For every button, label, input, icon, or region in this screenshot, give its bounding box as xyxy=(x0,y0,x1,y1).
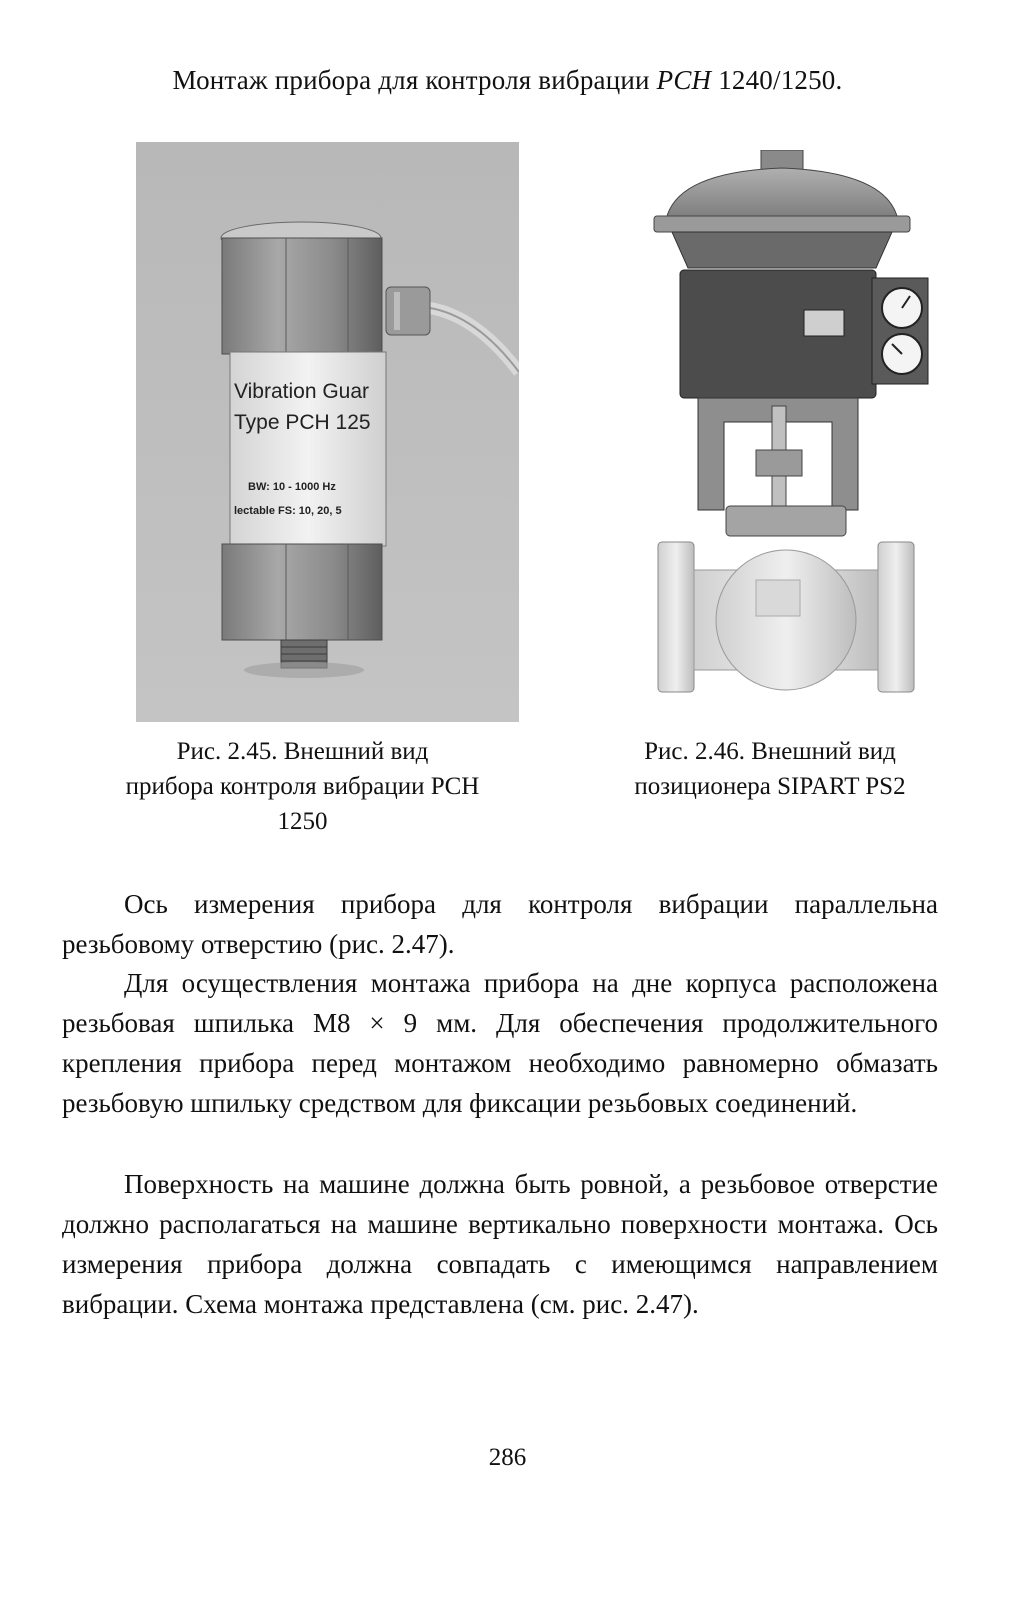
paragraph-3 xyxy=(62,1164,938,1324)
figure-caption-2-45 xyxy=(80,734,525,839)
paragraph-2 xyxy=(62,963,938,1123)
caption-line: 1250 xyxy=(277,808,328,835)
paragraph-text: Поверхность на машине должна быть ровной, а резьбовое отверстие должно располагаться на машине вертикально поверхности монтажа. Ось измерения прибора должна совпадать с имеющимся направлением вибрации. Схема монтажа представлена (см. рис. 2.47). xyxy=(62,1169,938,1319)
vibration-guard-illustration xyxy=(136,142,519,722)
caption-line: Рис. 2.46. Внешний вид xyxy=(644,738,896,765)
positioner-illustration xyxy=(636,150,936,710)
figure-caption-2-46 xyxy=(560,734,980,804)
heading-text: Монтаж прибора для контроля вибрации xyxy=(172,65,657,95)
positioner-photo xyxy=(636,150,936,710)
vibration-guard-photo xyxy=(136,142,519,722)
paragraph-text: Ось измерения прибора для контроля вибрации параллельна резьбовому отверстию (рис. 2.47). xyxy=(62,889,938,959)
page-heading xyxy=(0,62,1015,98)
label-line-2: Type PCH 125 xyxy=(234,411,371,434)
caption-line: прибора контроля вибрации PCH xyxy=(125,773,480,800)
paragraph-1 xyxy=(62,884,938,964)
caption-line: Рис. 2.45. Внешний вид xyxy=(176,738,429,765)
label-line-3: BW: 10 - 1000 Hz xyxy=(248,481,336,493)
caption-line: позиционера SIPART PS2 xyxy=(634,773,906,800)
heading-suffix: 1240/1250. xyxy=(711,65,843,95)
label-line-4: lectable FS: 10, 20, 5 xyxy=(234,505,342,517)
page-number: 286 xyxy=(488,1444,527,1471)
label-line-1: Vibration Guar xyxy=(234,380,370,403)
paragraph-text: Для осуществления монтажа прибора на дне корпуса расположена резьбовая шпилька М8 × 9 мм. Для обеспечения продолжительного крепления прибора перед монтажом необходимо равномерно обмазать резьбовую шпильку средством для фиксации резьбовых соединений. xyxy=(62,968,938,1118)
heading-model: PCH xyxy=(656,65,712,95)
